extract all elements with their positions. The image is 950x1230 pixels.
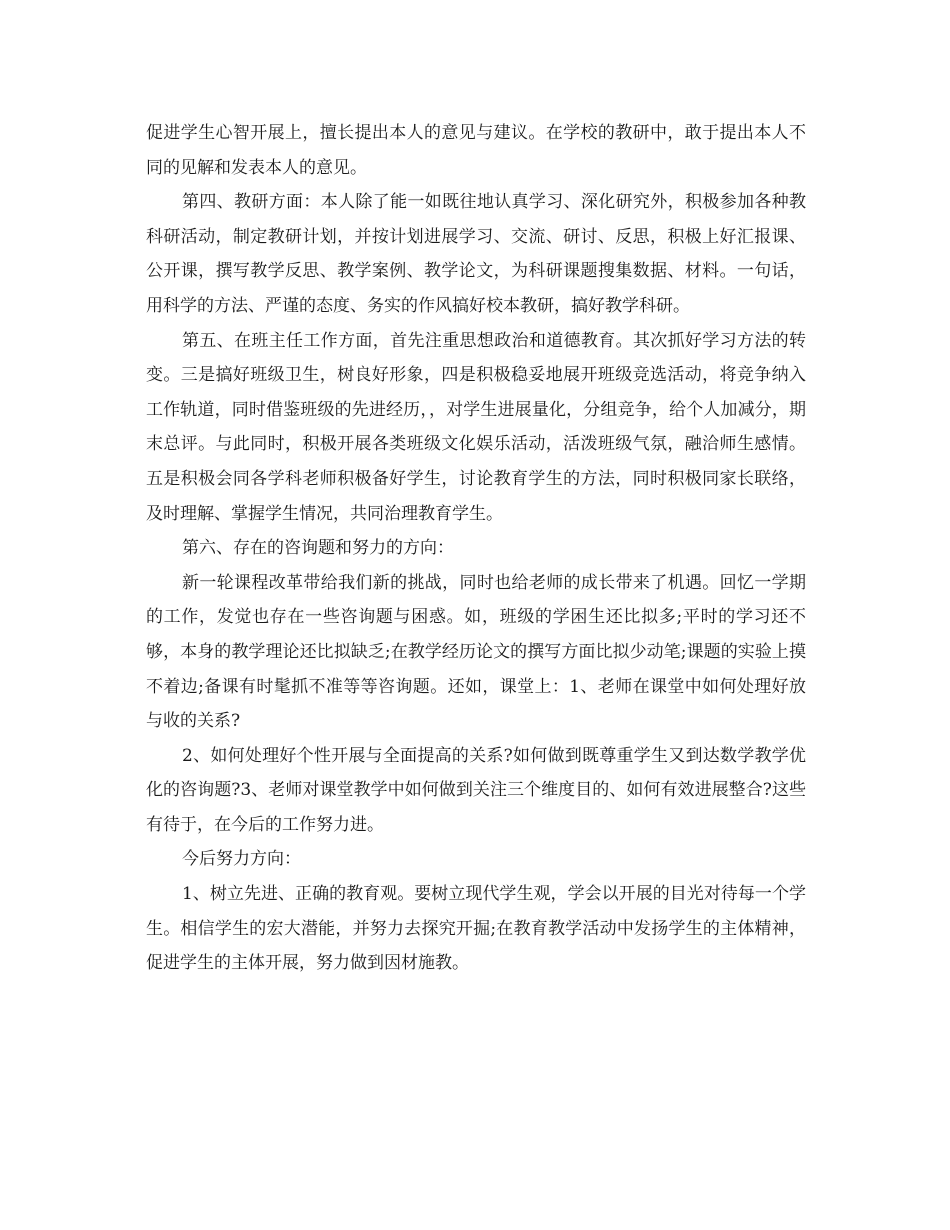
paragraph-1: 促进学生心智开展上，擅长提出本人的意见与建议。在学校的教研中，敢于提出本人不同的见解和发表本人的意见。 <box>146 123 806 178</box>
paragraph-curriculum-reform: 新一轮课程改革带给我们新的挑战，同时也给老师的成长带来了机遇。回忆一学期的工作，发觉也存在一些咨询题与困惑。如，班级的学困生还比拟多;平时的学习还不够，本身的教学理论还比拟缺乏;在教学经历论文的撰写方面比拟少动笔;课题的实验上摸不着边;备课有时髦抓不准等等咨询题。还如，课堂上：1、老师在课堂中如何处理好放与收的关系? <box>146 572 806 732</box>
paragraph-future-direction-heading: 今后努力方向： <box>182 849 301 870</box>
paragraph-class-teacher-work: 第五、在班主任工作方面，首先注重思想政治和道德教育。其次抓好学习方法的转变。三是搞好班级卫生，树良好形象，四是积极稳妥地展开班级竞选活动，将竞争纳入工作轨道，同时借鉴班级的先进经历，，对学生进展量化，分组竞争，给个人加减分，期末总评。与此同时，积极开展各类班级文化娱乐活动，活泼班级气氛，融洽师生感情。五是积极会同各学科老师积极备好学生，讨论教育学生的方法，同时积极同家长联络，及时理解、掌握学生情况，共同治理教育学生。 <box>146 330 806 524</box>
paragraph-problems-heading: 第六、存在的咨询题和努力的方向： <box>182 538 454 559</box>
paragraph-education-view: 1、树立先进、正确的教育观。要树立现代学生观，学会以开展的目光对待每一个学生。相信学生的宏大潜能，并努力去探究开掘;在教育教学活动中发扬学生的主体精神，促进学生的主体开展，努力做到因材施教。 <box>146 884 806 974</box>
document-body <box>146 116 806 981</box>
paragraph-teaching-research: 第四、教研方面：本人除了能一如既往地认真学习、深化研究外，积极参加各种教科研活动，制定教研计划，并按计划进展学习、交流、研讨、反思，积极上好汇报课、公开课，撰写教学反思、教学案例、教学论文，为科研课题搜集数据、材料。一句话，用科学的方法、严谨的态度、务实的作风搞好校本教研，搞好教学科研。 <box>146 192 806 316</box>
paragraph-questions: 2、如何处理好个性开展与全面提高的关系?如何做到既尊重学生又到达数学教学优化的咨询题?3、老师对课堂教学中如何做到关注三个维度目的、如何有效进展整合?这些有待于，在今后的工作努力进。 <box>146 745 806 835</box>
